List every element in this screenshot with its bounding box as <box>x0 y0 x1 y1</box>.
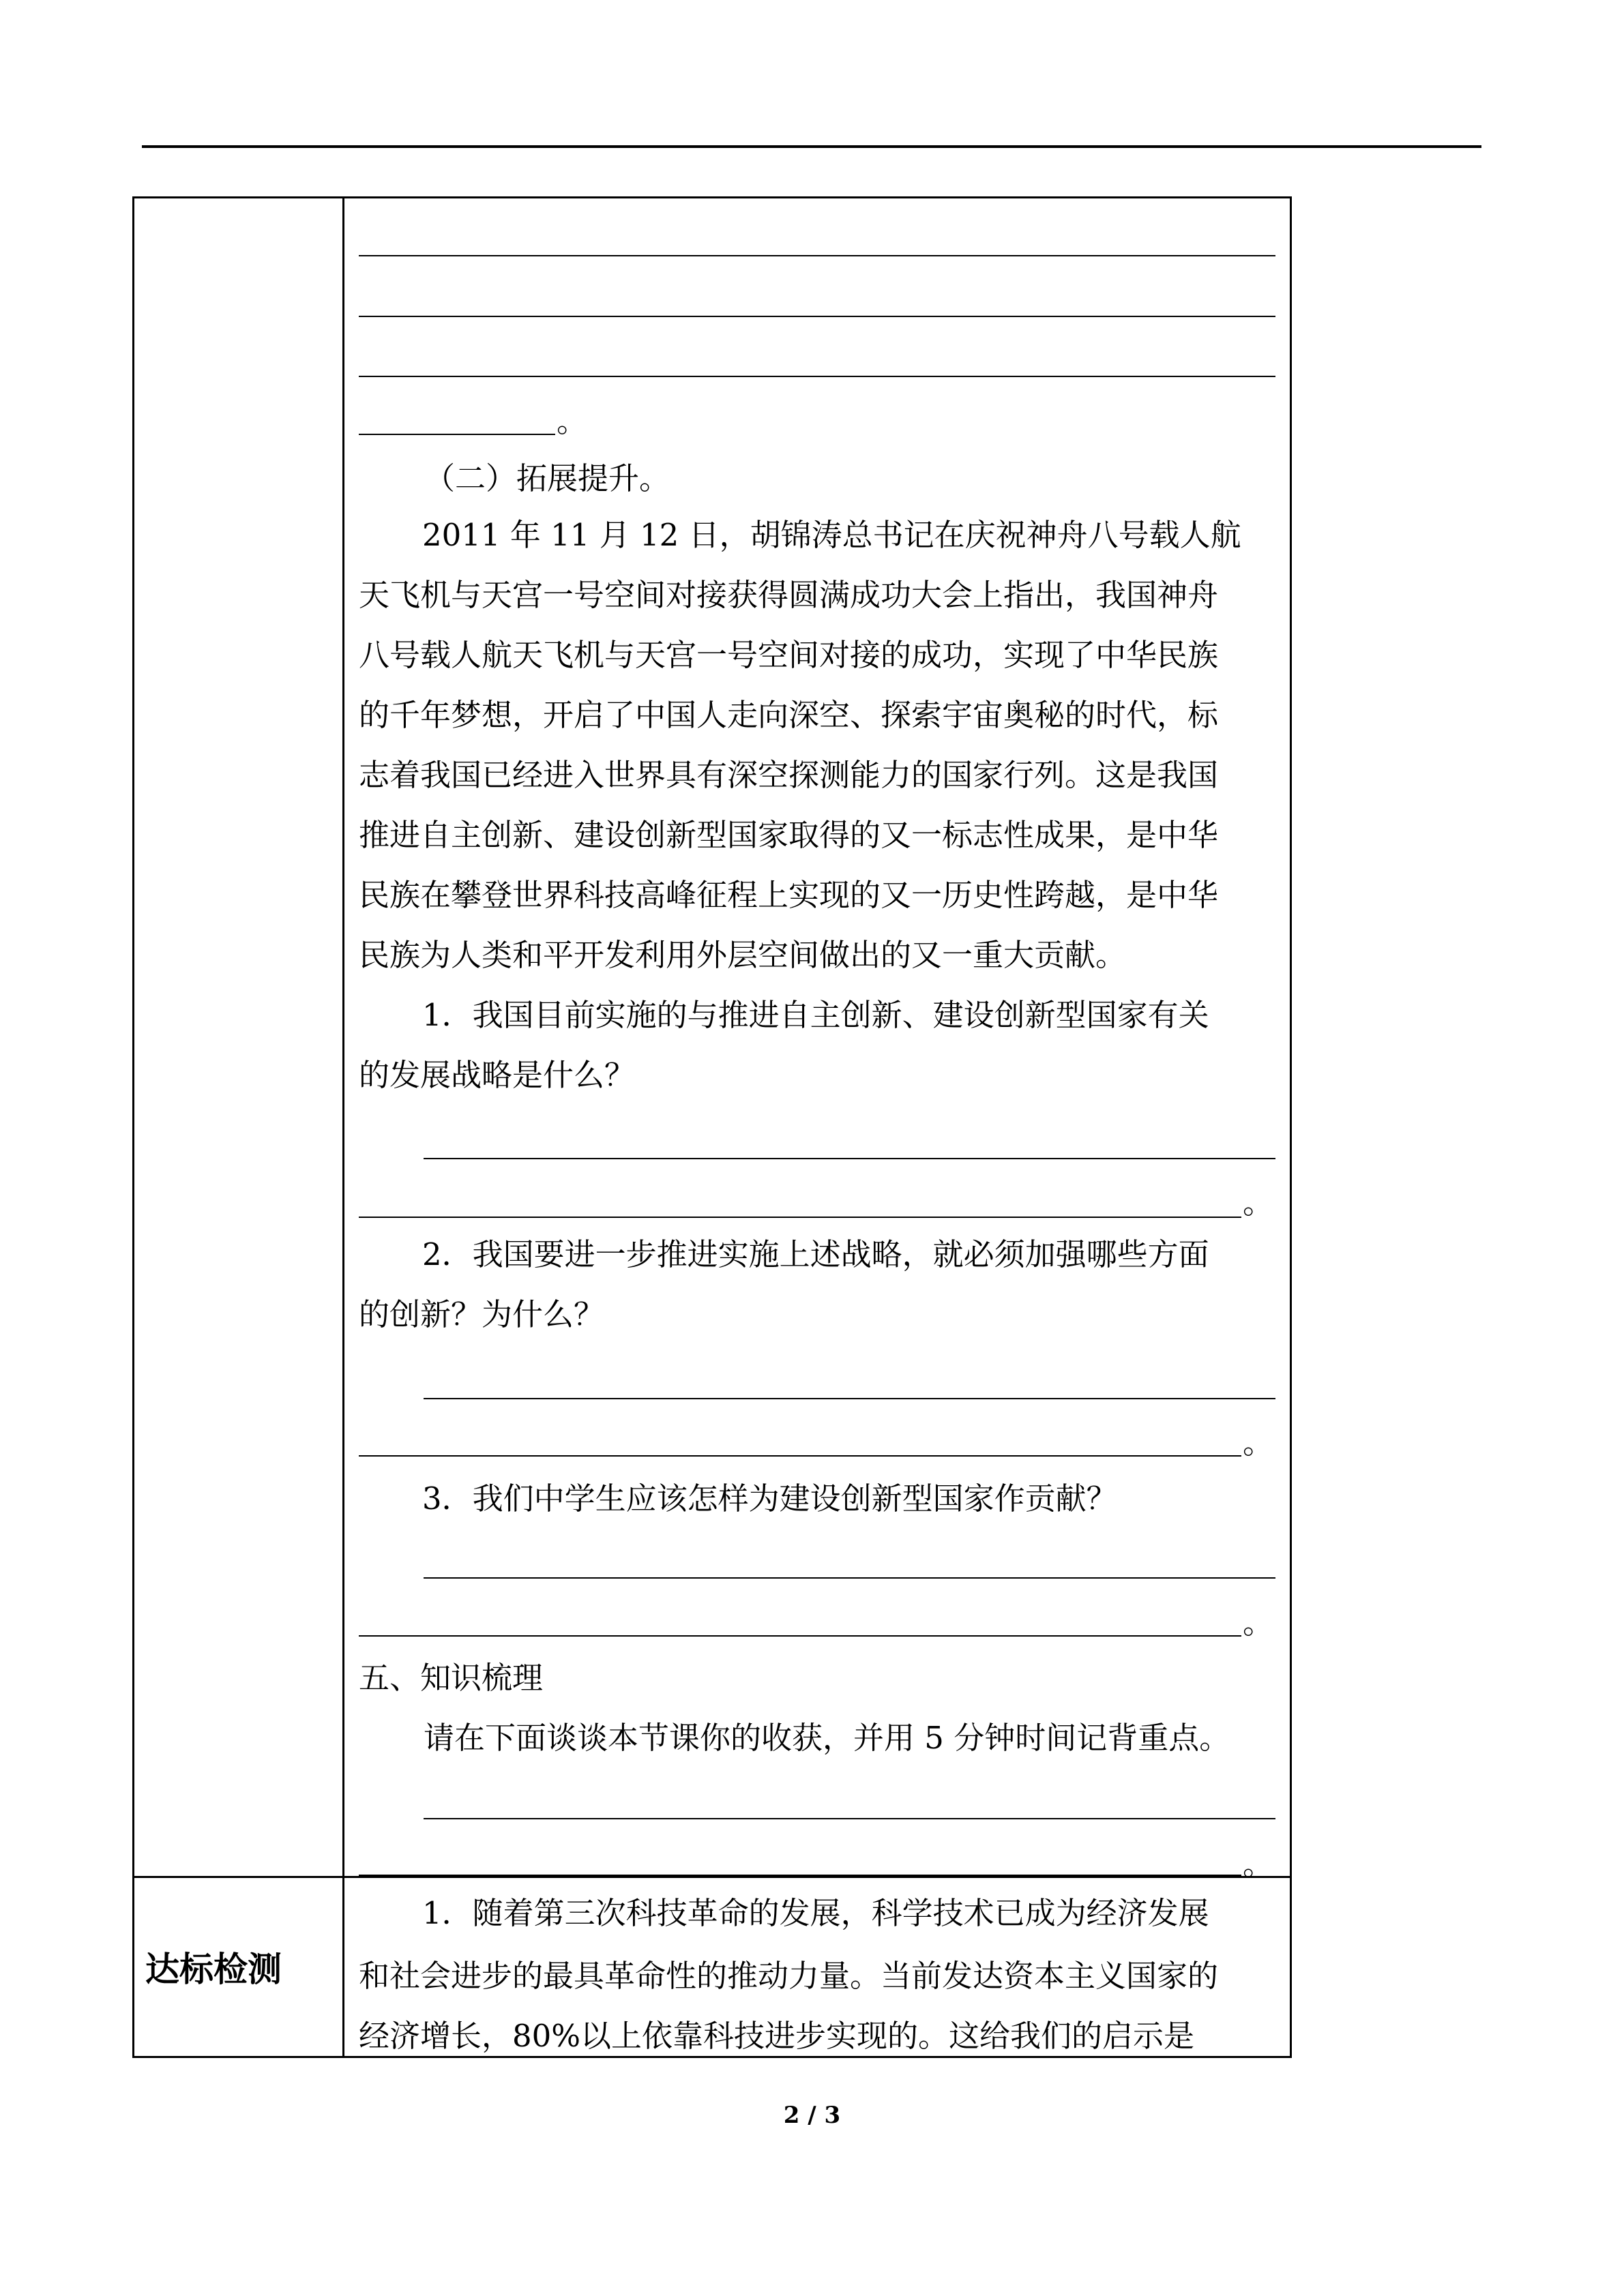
answer-line[interactable] <box>424 1577 1275 1579</box>
paragraph-line: 的千年梦想，开启了中国人走向深空、探索宇宙奥秘的时代，标 <box>359 697 1219 733</box>
answer-line[interactable] <box>359 255 1275 256</box>
period: 。 <box>1243 1425 1274 1461</box>
section-heading: 五、知识梳理 <box>359 1660 544 1696</box>
test-question-line: 和社会进步的最具革命性的推动力量。当前发达资本主义国家的 <box>359 1958 1219 1994</box>
row-label: 达标检测 <box>145 1950 282 1989</box>
test-question-line: 经济增长，80%以上依靠科技进步实现的。这给我们的启示是 <box>359 2018 1195 2054</box>
worksheet-table <box>132 196 1292 2058</box>
table-column-divider <box>342 196 344 2058</box>
paragraph-line: 推进自主创新、建设创新型国家取得的又一标志性成果，是中华 <box>359 817 1219 853</box>
answer-line[interactable] <box>359 376 1275 377</box>
period: 。 <box>1243 1605 1274 1641</box>
question-1: 1．我国目前实施的与推进自主创新、建设创新型国家有关 <box>422 997 1209 1033</box>
header-rule <box>142 145 1481 148</box>
answer-line[interactable] <box>424 1158 1275 1159</box>
paragraph-line: 民族为人类和平开发利用外层空间做出的又一重大贡献。 <box>359 937 1127 973</box>
paragraph-line: 2011 年 11 月 12 日，胡锦涛总书记在庆祝神舟八号载人航 <box>422 517 1241 553</box>
test-question-line: 1．随着第三次科技革命的发展，科学技术已成为经济发展 <box>422 1895 1209 1931</box>
answer-line[interactable] <box>359 316 1275 317</box>
answer-line[interactable] <box>424 1398 1275 1399</box>
paragraph-line: 八号载人航天飞机与天宫一号空间对接的成功，实现了中华民族 <box>359 637 1219 673</box>
answer-line[interactable] <box>424 1818 1275 1819</box>
period: 。 <box>1243 1184 1274 1221</box>
section-prompt: 请在下面谈谈本节课你的收获，并用 5 分钟时间记背重点。 <box>424 1720 1230 1756</box>
period: 。 <box>557 403 588 439</box>
question-2: 2．我国要进一步推进实施上述战略，就必须加强哪些方面 <box>422 1236 1209 1272</box>
sub-heading: （二）拓展提升。 <box>424 460 670 496</box>
page-number: 2 / 3 <box>783 2102 841 2129</box>
answer-line[interactable] <box>359 1455 1241 1457</box>
question-3: 3．我们中学生应该怎样为建设创新型国家作贡献？ <box>422 1480 1117 1517</box>
answer-line[interactable] <box>359 1875 1241 1876</box>
period: 。 <box>1243 1846 1274 1882</box>
table-row-divider <box>132 1876 1292 1878</box>
answer-line[interactable] <box>359 434 555 435</box>
question-2-cont: 的创新？为什么？ <box>359 1296 605 1332</box>
answer-line[interactable] <box>359 1635 1241 1637</box>
question-1-cont: 的发展战略是什么？ <box>359 1057 636 1093</box>
paragraph-line: 志着我国已经进入世界具有深空探测能力的国家行列。这是我国 <box>359 757 1219 793</box>
paragraph-line: 民族在攀登世界科技高峰征程上实现的又一历史性跨越，是中华 <box>359 877 1219 913</box>
answer-line[interactable] <box>359 1217 1241 1218</box>
paragraph-line: 天飞机与天宫一号空间对接获得圆满成功大会上指出，我国神舟 <box>359 577 1219 613</box>
